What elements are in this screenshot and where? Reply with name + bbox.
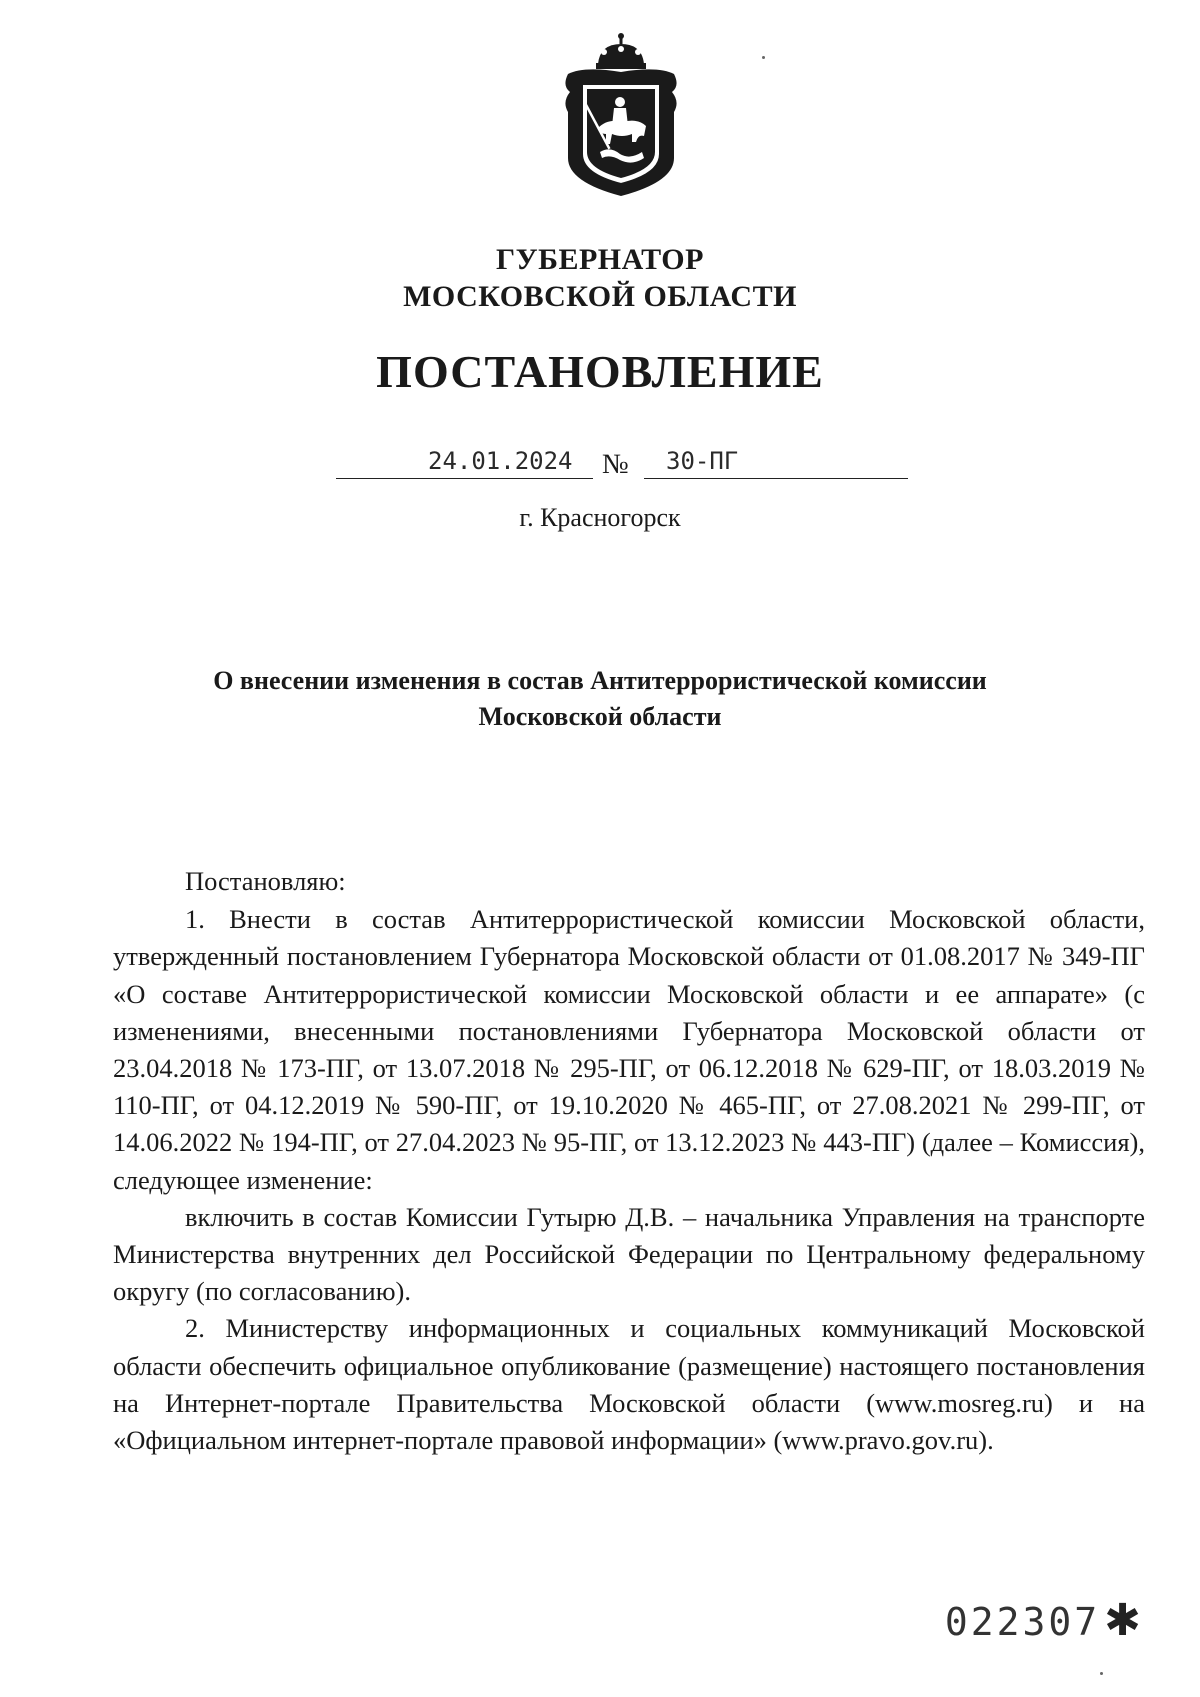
governor-title: ГУБЕРНАТОР (496, 243, 704, 276)
paragraph-1: 1. Внести в состав Антитеррористической комиссии Московской области, утвержденный постановлением Губернатора Московской области от 01.08.2017 № 349-ПГ «О составе Антитеррористической комиссии Московской области и ее аппарате» (с изменениями, внесенными постановлениями Губернатора Московской области от 23.04.2018 № 173-ПГ, от 13.07.2018 № 295-ПГ, от 06.12.2018 № 629-ПГ, от 18.03.2019 № 110-ПГ, от 04.12.2019 № 590-ПГ, от 19.10.2020 № 465-ПГ, от 27.08.2021 № 299-ПГ, от 14.06.2022 № 194-ПГ, от 27.04.2023 № 95-ПГ, от 13.12.2023 № 443-ПГ) (далее – Комиссия), следующее изменение: (113, 904, 1145, 1195)
issue-city: г. Красногорск (519, 503, 681, 532)
star-mark-icon: ✱ (1104, 1595, 1144, 1646)
document-subject: О внесении изменения в состав Антитеррористической комиссии Московской области (213, 666, 987, 731)
number-sign: № (602, 449, 629, 480)
paragraph-2: 2. Министерству информационных и социальных коммуникаций Московской области обеспечить официальное опубликование (размещение) настоящего постановления на Интернет-портале Правительства Московской области (www.mosreg.ru) и на «Официальном интернет-портале правовой информации» (www.pravo.gov.ru). (113, 1313, 1145, 1456)
coat-of-arms-icon (558, 30, 684, 200)
serial-number: 022307 (944, 1600, 1101, 1644)
number-underline (644, 478, 908, 479)
date-underline (336, 478, 593, 479)
document-type-title: ПОСТАНОВЛЕНИЕ (376, 346, 824, 397)
registration-line (336, 443, 910, 483)
document-body (113, 863, 1145, 1459)
document-serial (945, 1595, 1144, 1646)
scan-speck (762, 56, 765, 59)
decree-word: Постановляю: (185, 866, 346, 896)
decree-number: 30-ПГ (666, 447, 739, 475)
paragraph-1-amendment: включить в состав Комиссии Гутырю Д.В. – начальника Управления на транспорте Министерства внутренних дел Российской Федерации по Центральному федеральному округу (по согласованию). (113, 1201, 1145, 1307)
scan-speck (1100, 1672, 1103, 1675)
decree-date: 24.01.2024 (428, 447, 573, 475)
region-title: МОСКОВСКОЙ ОБЛАСТИ (403, 280, 797, 313)
